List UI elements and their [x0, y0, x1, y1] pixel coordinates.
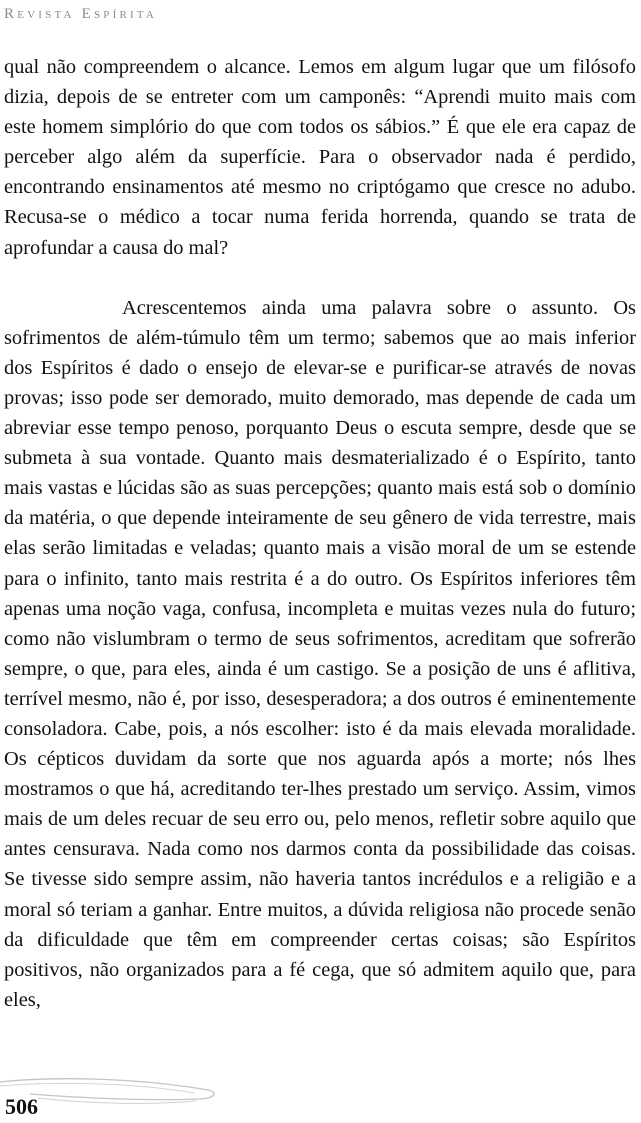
body-text [4, 52, 636, 1015]
page-number: 506 [5, 1094, 38, 1119]
paragraph-continuation: qual não compreendem o alcance. Lemos em algum lugar que um filósofo dizia, depois de se entreter com um camponês: “Aprendi muito mais com este homem simplório do que com todos os sábios.” É que ele era capaz de perceber algo além da superfície. Para o observador nada é perdido, encontrando ensinamentos até mesmo no criptógamo que cresce no adubo. Recusa-se o médico a tocar numa ferida horrenda, quando se trata de aprofundar a causa do mal? [4, 56, 636, 259]
paragraph-acrescentemos: Acrescentemos ainda uma palavra sobre o assunto. Os sofrimentos de além-túmulo têm um termo; sabemos que ao mais inferior dos Espíritos é dado o ensejo de elevar-se e purificar-se através de novas provas; isso pode ser demorado, muito demorado, mas depende de cada um abreviar esse tempo penoso, porquanto Deus o escuta sempre, desde que se submeta à sua vontade. Quanto mais desmaterializado é o Espírito, tanto mais vastas e lúcidas são as suas percepções; quanto mais está sob o domínio da matéria, o que depende inteiramente de seu gênero de vida terrestre, mais elas serão limitadas e veladas; quanto mais a visão moral de um se estende para o infinito, tanto mais restrita é a do outro. Os Espíritos inferiores têm apenas uma noção vaga, confusa, incompleta e muitas vezes nula do futuro; como não vislumbram o termo de seus sofrimentos, acreditam que sofrerão sempre, o que, para eles, ainda é um castigo. Se a posição de uns é aflitiva, terrível mesmo, não é, por isso, desesperadora; a dos outros é eminentemente consoladora. Cabe, pois, a nós escolher: isto é da mais elevada moralidade. Os cépticos duvidam da sorte que nos aguarda após a morte; nós lhes mostramos o que há, acreditando ter-lhes prestado um serviço. Assim, vimos mais de um deles recuar de seu erro ou, pelo menos, refletir sobre aquilo que antes censurava. Nada como nos darmos conta da possibilidade das coisas. Se tivesse sido sempre assim, não haveria tantos incrédulos e a religião e a moral só teriam a ganhar. Entre muitos, a dúvida religiosa não procede senão da dificuldade que têm em compreender certas coisas; são Espíritos positivos, não organizados para a fé cega, que só admitem aquilo que, para eles, [4, 296, 636, 1011]
running-header: Revista Espírita [4, 6, 158, 22]
page-footer [0, 1074, 641, 1123]
